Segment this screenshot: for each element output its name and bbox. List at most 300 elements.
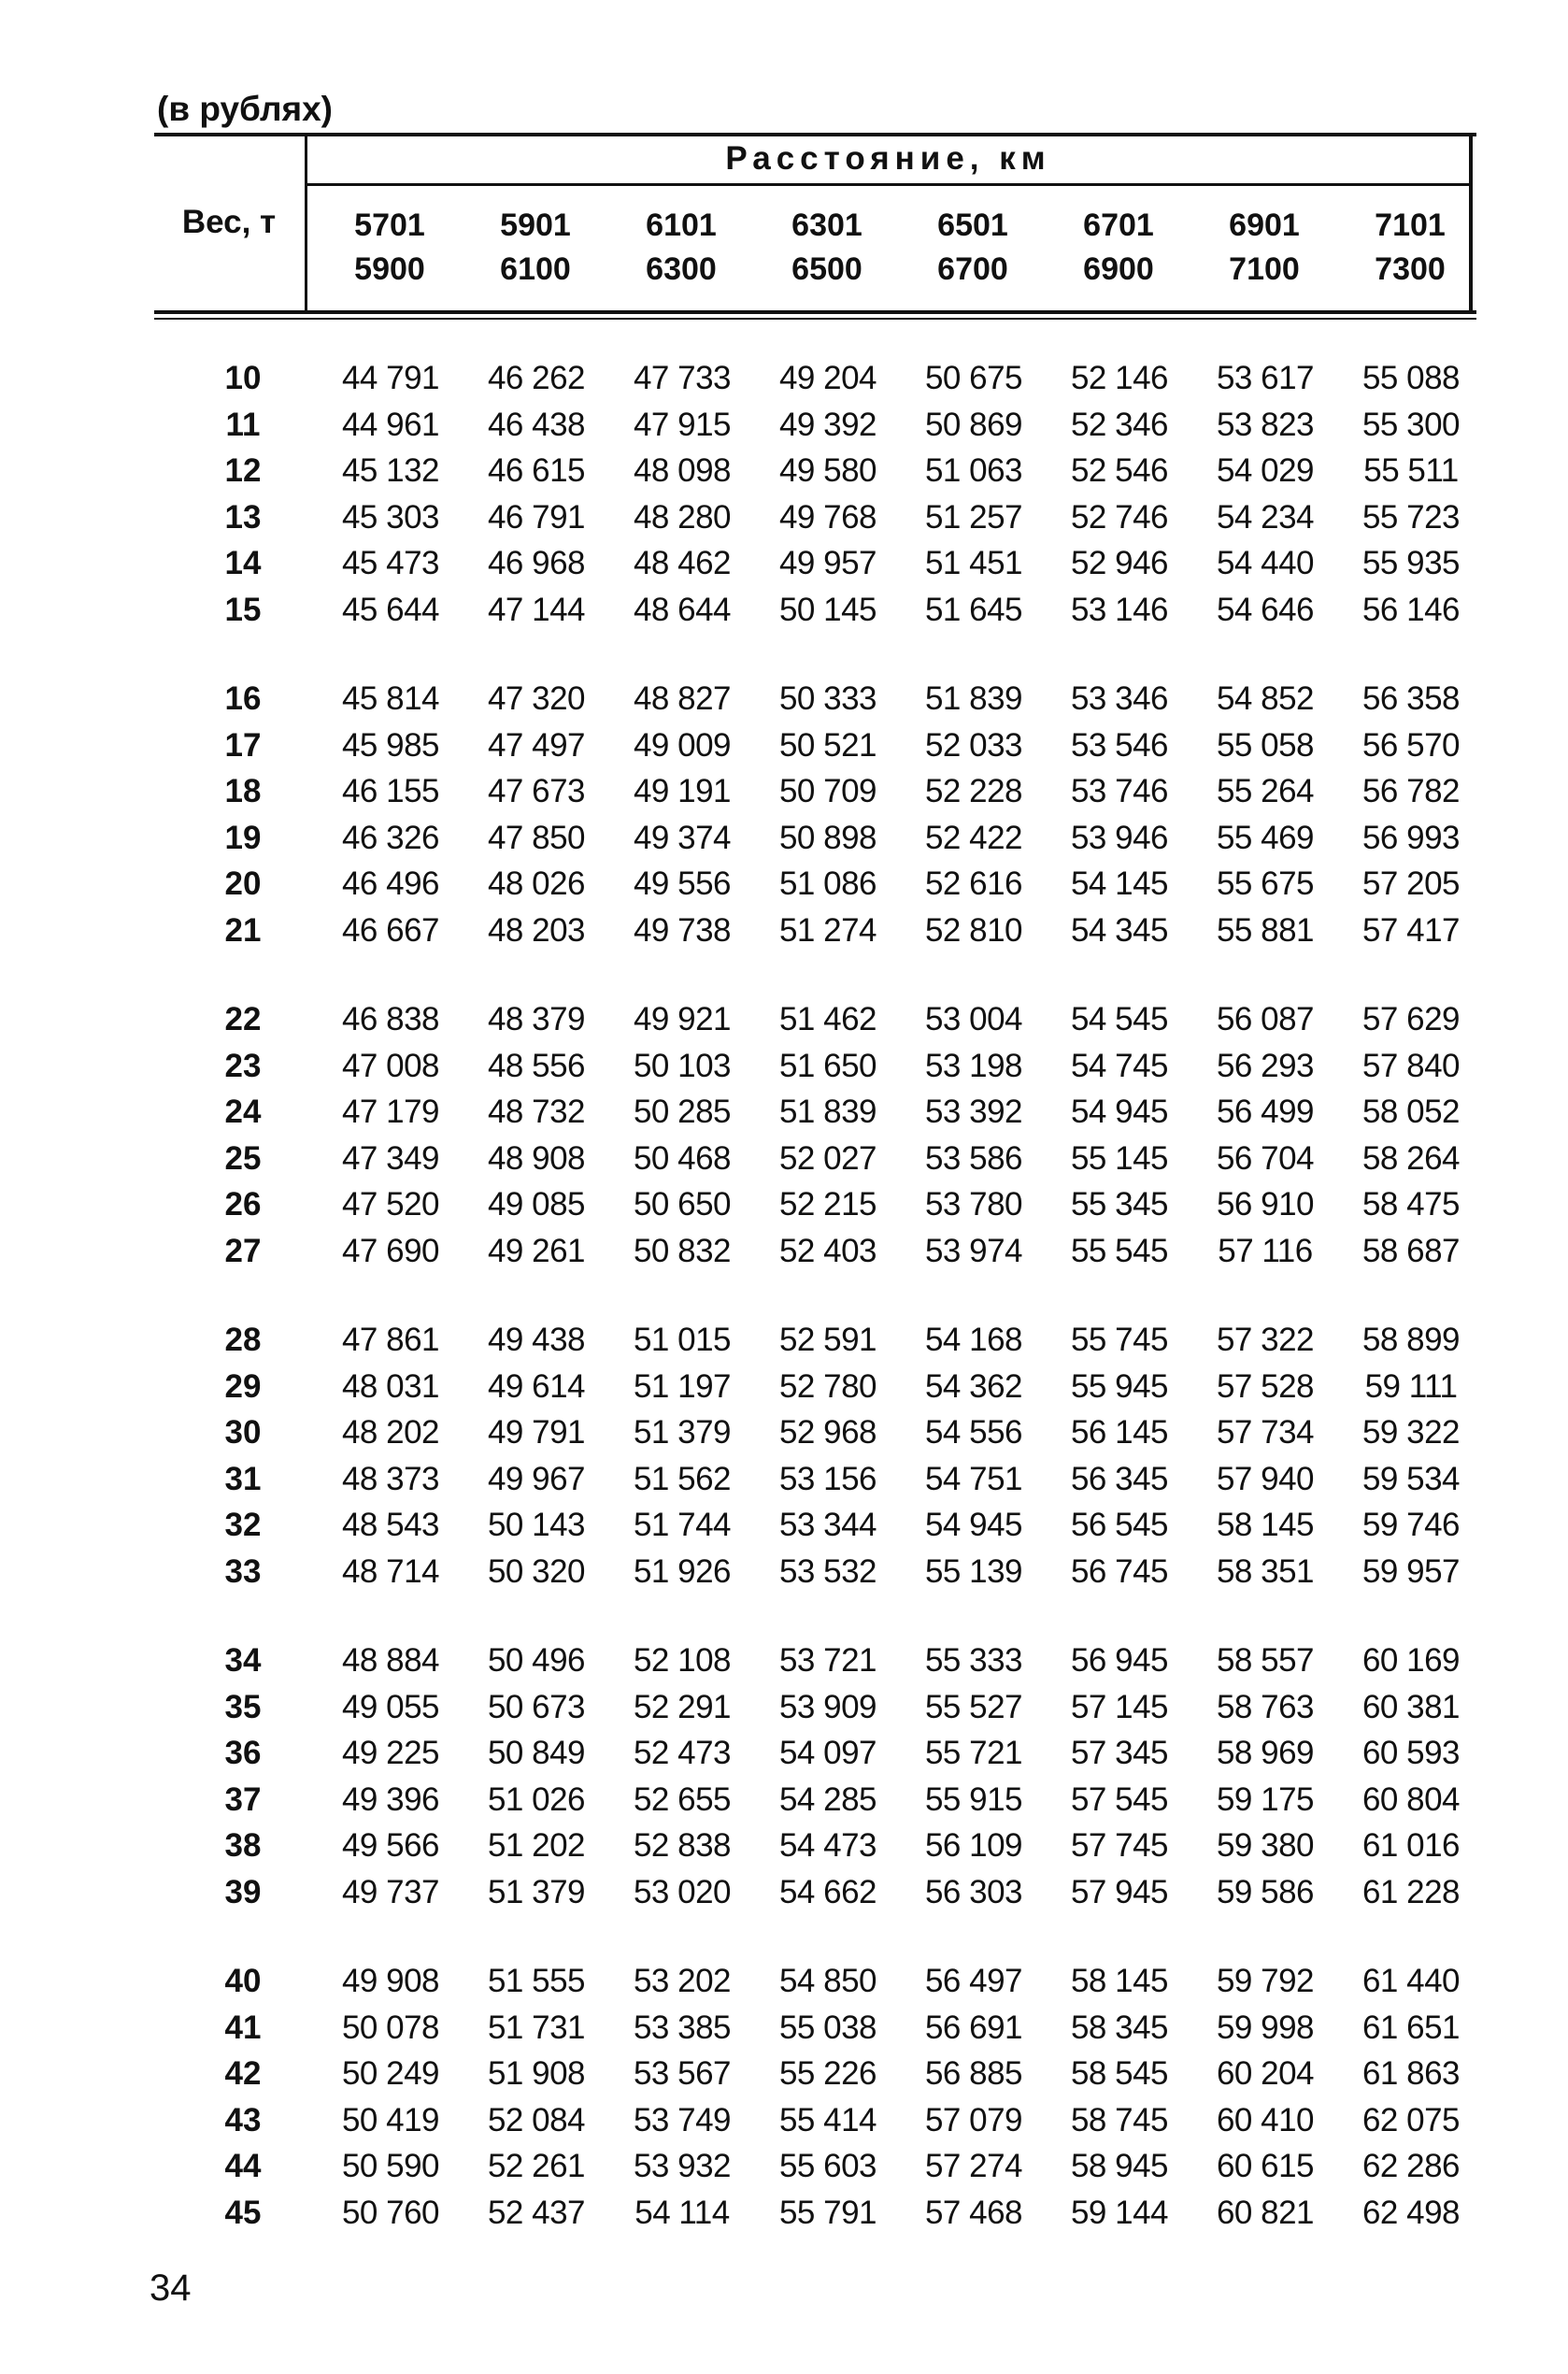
tariff-value-cell: 46 438 bbox=[487, 406, 586, 443]
table-row bbox=[154, 996, 1476, 1043]
distance-range-to: 7300 bbox=[1375, 251, 1446, 287]
weight-cell: 20 bbox=[224, 865, 262, 902]
tariff-value-cell: 54 545 bbox=[1070, 1001, 1169, 1037]
tariff-value-cell: 57 205 bbox=[1361, 865, 1461, 902]
tariff-value-cell: 48 373 bbox=[341, 1460, 440, 1497]
distance-range-header bbox=[754, 204, 900, 292]
tariff-value-cell: 46 968 bbox=[487, 545, 586, 581]
tariff-value-cell: 46 838 bbox=[341, 1001, 440, 1037]
weight-cell: 33 bbox=[224, 1552, 262, 1590]
tariff-value-cell: 59 144 bbox=[1070, 2194, 1169, 2231]
distance-range-to: 6700 bbox=[937, 251, 1008, 287]
weight-cell: 25 bbox=[224, 1139, 262, 1177]
tariff-value-cell: 56 293 bbox=[1216, 1047, 1315, 1084]
tariff-value-cell: 48 827 bbox=[633, 680, 732, 717]
weight-cell: 16 bbox=[224, 680, 262, 717]
tariff-value-cell: 45 132 bbox=[341, 452, 440, 489]
tariff-value-cell: 57 545 bbox=[1070, 1780, 1169, 1818]
distance-header-rule bbox=[307, 183, 1469, 186]
tariff-value-cell: 52 146 bbox=[1070, 360, 1169, 396]
tariff-value-cell: 49 261 bbox=[487, 1232, 586, 1269]
tariff-value-cell: 58 545 bbox=[1070, 2055, 1169, 2092]
tariff-value-cell: 47 850 bbox=[487, 819, 586, 856]
tariff-value-cell: 59 322 bbox=[1361, 1414, 1461, 1451]
tariff-value-cell: 54 852 bbox=[1216, 680, 1315, 717]
header-bottom-rule-thin bbox=[154, 318, 1476, 320]
tariff-value-cell: 57 079 bbox=[924, 2101, 1023, 2138]
tariff-value-cell: 62 498 bbox=[1361, 2194, 1461, 2231]
tariff-value-cell: 55 333 bbox=[924, 1642, 1023, 1679]
tariff-value-cell: 46 615 bbox=[487, 452, 586, 489]
weight-cell: 21 bbox=[224, 911, 262, 949]
tariff-value-cell: 55 139 bbox=[924, 1552, 1023, 1590]
tariff-value-cell: 55 038 bbox=[778, 2009, 877, 2046]
tariff-value-cell: 56 570 bbox=[1361, 726, 1461, 764]
distance-range-header bbox=[900, 204, 1046, 292]
tariff-value-cell: 50 145 bbox=[778, 591, 877, 628]
distance-range-from: 7101 bbox=[1375, 207, 1446, 243]
tariff-value-cell: 44 961 bbox=[341, 406, 440, 443]
table-row bbox=[154, 1317, 1476, 1364]
tariff-value-cell: 53 346 bbox=[1070, 680, 1169, 717]
tariff-value-cell: 49 967 bbox=[487, 1460, 586, 1497]
tariff-value-cell: 55 603 bbox=[778, 2148, 877, 2184]
tariff-value-cell: 51 744 bbox=[633, 1507, 732, 1543]
tariff-value-cell: 60 204 bbox=[1216, 2055, 1315, 2092]
tariff-value-cell: 55 414 bbox=[778, 2101, 877, 2138]
tariff-value-cell: 47 520 bbox=[341, 1186, 440, 1223]
tariff-value-cell: 57 145 bbox=[1070, 1688, 1169, 1725]
weight-cell: 31 bbox=[224, 1460, 262, 1497]
weight-cell: 24 bbox=[224, 1094, 262, 1130]
tariff-value-cell: 50 249 bbox=[341, 2055, 440, 2092]
tariff-value-cell: 50 849 bbox=[487, 1735, 586, 1771]
tariff-value-cell: 46 496 bbox=[341, 865, 440, 902]
table-row bbox=[154, 448, 1476, 494]
tariff-value-cell: 59 380 bbox=[1216, 1827, 1315, 1864]
tariff-value-cell: 60 169 bbox=[1361, 1642, 1461, 1679]
weight-cell: 41 bbox=[224, 2009, 262, 2046]
tariff-value-cell: 51 257 bbox=[924, 498, 1023, 536]
distance-range-from: 6701 bbox=[1083, 207, 1154, 243]
table-row bbox=[154, 908, 1476, 954]
tariff-value-cell: 51 026 bbox=[487, 1780, 586, 1818]
weight-cell: 36 bbox=[224, 1735, 262, 1771]
tariff-value-cell: 56 691 bbox=[924, 2009, 1023, 2046]
table-header bbox=[154, 136, 1476, 310]
tariff-value-cell: 53 746 bbox=[1070, 773, 1169, 809]
tariff-value-cell: 48 462 bbox=[633, 545, 732, 581]
tariff-value-cell: 61 440 bbox=[1361, 1963, 1461, 1999]
tariff-value-cell: 60 804 bbox=[1361, 1780, 1461, 1818]
weight-cell: 28 bbox=[224, 1322, 262, 1358]
tariff-value-cell: 57 945 bbox=[1070, 1873, 1169, 1910]
table-row bbox=[154, 355, 1476, 402]
tariff-value-cell: 51 839 bbox=[778, 1094, 877, 1130]
tariff-value-cell: 58 345 bbox=[1070, 2009, 1169, 2046]
tariff-value-cell: 53 974 bbox=[924, 1232, 1023, 1269]
tariff-value-cell: 52 084 bbox=[487, 2101, 586, 2138]
tariff-value-cell: 47 179 bbox=[341, 1094, 440, 1130]
tariff-value-cell: 46 326 bbox=[341, 819, 440, 856]
tariff-value-cell: 51 197 bbox=[633, 1367, 732, 1405]
tariff-value-cell: 47 733 bbox=[633, 360, 732, 396]
tariff-value-cell: 52 591 bbox=[778, 1322, 877, 1358]
tariff-value-cell: 49 225 bbox=[341, 1735, 440, 1771]
tariff-value-cell: 57 745 bbox=[1070, 1827, 1169, 1864]
table-row bbox=[154, 722, 1476, 769]
tariff-value-cell: 50 673 bbox=[487, 1688, 586, 1725]
tariff-value-cell: 50 521 bbox=[778, 726, 877, 764]
tariff-value-cell: 47 915 bbox=[633, 406, 732, 443]
weight-cell: 11 bbox=[225, 406, 261, 443]
tariff-value-cell: 47 673 bbox=[487, 773, 586, 809]
tariff-value-cell: 46 262 bbox=[487, 360, 586, 396]
tariff-value-cell: 51 063 bbox=[924, 452, 1023, 489]
table-row bbox=[154, 2143, 1476, 2190]
tariff-value-cell: 58 557 bbox=[1216, 1642, 1315, 1679]
tariff-value-cell: 58 264 bbox=[1361, 1139, 1461, 1177]
tariff-value-cell: 51 379 bbox=[487, 1873, 586, 1910]
tariff-value-cell: 49 580 bbox=[778, 452, 877, 489]
tariff-value-cell: 51 451 bbox=[924, 545, 1023, 581]
weight-cell: 44 bbox=[224, 2148, 262, 2184]
tariff-value-cell: 51 086 bbox=[778, 865, 877, 902]
tariff-value-cell: 57 528 bbox=[1216, 1367, 1315, 1405]
tariff-value-cell: 58 899 bbox=[1361, 1322, 1461, 1358]
tariff-value-cell: 58 052 bbox=[1361, 1094, 1461, 1130]
tariff-value-cell: 48 379 bbox=[487, 1001, 586, 1037]
tariff-value-cell: 50 650 bbox=[633, 1186, 732, 1223]
distance-range-from: 6501 bbox=[937, 207, 1008, 243]
distance-range-header bbox=[1046, 204, 1191, 292]
weight-cell: 14 bbox=[224, 545, 262, 581]
weight-cell: 34 bbox=[224, 1642, 262, 1679]
tariff-value-cell: 56 945 bbox=[1070, 1642, 1169, 1679]
tariff-value-cell: 52 033 bbox=[924, 726, 1023, 764]
tariff-value-cell: 49 768 bbox=[778, 498, 877, 536]
tariff-value-cell: 51 555 bbox=[487, 1963, 586, 1999]
tariff-value-cell: 55 527 bbox=[924, 1688, 1023, 1725]
tariff-value-cell: 53 004 bbox=[924, 1001, 1023, 1037]
table-row bbox=[154, 768, 1476, 815]
tariff-value-cell: 47 144 bbox=[487, 591, 586, 628]
tariff-value-cell: 50 760 bbox=[341, 2194, 440, 2231]
tariff-value-cell: 55 745 bbox=[1070, 1322, 1169, 1358]
tariff-value-cell: 52 473 bbox=[633, 1735, 732, 1771]
tariff-value-cell: 53 932 bbox=[633, 2148, 732, 2184]
tariff-value-cell: 55 088 bbox=[1361, 360, 1461, 396]
tariff-value-cell: 54 745 bbox=[1070, 1047, 1169, 1084]
tariff-value-cell: 55 345 bbox=[1070, 1186, 1169, 1223]
unit-label: (в рублях) bbox=[157, 90, 333, 128]
tariff-value-cell: 48 543 bbox=[341, 1507, 440, 1543]
tariff-value-cell: 51 274 bbox=[778, 911, 877, 949]
tariff-value-cell: 55 945 bbox=[1070, 1367, 1169, 1405]
tariff-value-cell: 57 468 bbox=[924, 2194, 1023, 2231]
tariff-value-cell: 49 374 bbox=[633, 819, 732, 856]
tariff-value-cell: 52 746 bbox=[1070, 498, 1169, 536]
distance-range-to: 5900 bbox=[354, 251, 425, 287]
tariff-value-cell: 59 111 bbox=[1364, 1367, 1458, 1405]
tariff-value-cell: 58 475 bbox=[1361, 1186, 1461, 1223]
tariff-value-cell: 48 732 bbox=[487, 1094, 586, 1130]
tariff-value-cell: 57 345 bbox=[1070, 1735, 1169, 1771]
table-row bbox=[154, 1549, 1476, 1595]
weight-cell: 15 bbox=[224, 591, 262, 628]
tariff-value-cell: 51 462 bbox=[778, 1001, 877, 1037]
tariff-value-cell: 52 422 bbox=[924, 819, 1023, 856]
tariff-value-cell: 53 146 bbox=[1070, 591, 1169, 628]
tariff-value-cell: 53 586 bbox=[924, 1139, 1023, 1177]
tariff-value-cell: 55 915 bbox=[924, 1780, 1023, 1818]
table-row bbox=[154, 2051, 1476, 2097]
table-row bbox=[154, 494, 1476, 541]
tariff-value-cell: 56 993 bbox=[1361, 819, 1461, 856]
distance-range-header bbox=[463, 204, 608, 292]
tariff-value-cell: 48 714 bbox=[341, 1552, 440, 1590]
distance-range-header bbox=[317, 204, 463, 292]
tariff-value-cell: 53 020 bbox=[633, 1873, 732, 1910]
tariff-value-cell: 56 497 bbox=[924, 1963, 1023, 1999]
tariff-value-cell: 49 204 bbox=[778, 360, 877, 396]
table-row bbox=[154, 2097, 1476, 2144]
table-row bbox=[154, 1136, 1476, 1182]
tariff-value-cell: 54 440 bbox=[1216, 545, 1315, 581]
tariff-value-cell: 59 957 bbox=[1361, 1552, 1461, 1590]
weight-cell: 10 bbox=[224, 360, 262, 396]
tariff-value-cell: 45 303 bbox=[341, 498, 440, 536]
tariff-value-cell: 47 320 bbox=[487, 680, 586, 717]
tariff-value-cell: 47 861 bbox=[341, 1322, 440, 1358]
tariff-value-cell: 57 940 bbox=[1216, 1460, 1315, 1497]
weight-cell: 39 bbox=[224, 1873, 262, 1910]
tariff-value-cell: 57 629 bbox=[1361, 1001, 1461, 1037]
distance-range-from: 6301 bbox=[791, 207, 862, 243]
table-row bbox=[154, 1502, 1476, 1549]
tariff-value-cell: 50 320 bbox=[487, 1552, 586, 1590]
tariff-value-cell: 47 008 bbox=[341, 1047, 440, 1084]
tariff-value-cell: 60 593 bbox=[1361, 1735, 1461, 1771]
tariff-value-cell: 49 737 bbox=[341, 1873, 440, 1910]
distance-range-from: 5701 bbox=[354, 207, 425, 243]
table-row bbox=[154, 1456, 1476, 1503]
distance-range-from: 5901 bbox=[500, 207, 571, 243]
tariff-value-cell: 48 031 bbox=[341, 1367, 440, 1405]
weight-cell: 17 bbox=[224, 726, 262, 764]
tariff-value-cell: 56 345 bbox=[1070, 1460, 1169, 1497]
tariff-value-cell: 54 345 bbox=[1070, 911, 1169, 949]
tariff-value-cell: 49 921 bbox=[633, 1001, 732, 1037]
tariff-value-cell: 54 362 bbox=[924, 1367, 1023, 1405]
tariff-value-cell: 58 763 bbox=[1216, 1688, 1315, 1725]
tariff-value-cell: 49 614 bbox=[487, 1367, 586, 1405]
tariff-value-cell: 52 810 bbox=[924, 911, 1023, 949]
tariff-value-cell: 56 303 bbox=[924, 1873, 1023, 1910]
weight-cell: 29 bbox=[224, 1367, 262, 1405]
tariff-value-cell: 56 745 bbox=[1070, 1552, 1169, 1590]
weight-cell: 27 bbox=[224, 1232, 262, 1269]
tariff-value-cell: 54 945 bbox=[1070, 1094, 1169, 1130]
table-row bbox=[154, 402, 1476, 449]
tariff-value-cell: 55 264 bbox=[1216, 773, 1315, 809]
distance-header-box bbox=[305, 136, 1473, 310]
weight-cell: 38 bbox=[224, 1827, 262, 1864]
tariff-value-cell: 49 085 bbox=[487, 1186, 586, 1223]
tariff-value-cell: 52 616 bbox=[924, 865, 1023, 902]
tariff-value-cell: 51 908 bbox=[487, 2055, 586, 2092]
table-row bbox=[154, 587, 1476, 634]
weight-cell: 35 bbox=[224, 1688, 262, 1725]
table-row bbox=[154, 540, 1476, 587]
tariff-value-cell: 57 274 bbox=[924, 2148, 1023, 2184]
table-row bbox=[154, 1684, 1476, 1731]
tariff-value-cell: 54 029 bbox=[1216, 452, 1315, 489]
table-row bbox=[154, 1364, 1476, 1410]
tariff-value-cell: 49 908 bbox=[341, 1963, 440, 1999]
distance-range-from: 6901 bbox=[1229, 207, 1300, 243]
tariff-value-cell: 54 945 bbox=[924, 1507, 1023, 1543]
tariff-value-cell: 59 746 bbox=[1361, 1507, 1461, 1543]
table-row bbox=[154, 861, 1476, 908]
tariff-value-cell: 58 351 bbox=[1216, 1552, 1315, 1590]
distance-range-to: 7100 bbox=[1229, 251, 1300, 287]
tariff-value-cell: 49 438 bbox=[487, 1322, 586, 1358]
tariff-value-cell: 54 234 bbox=[1216, 498, 1315, 536]
tariff-value-cell: 50 898 bbox=[778, 819, 877, 856]
tariff-value-cell: 49 392 bbox=[778, 406, 877, 443]
weight-cell: 37 bbox=[224, 1780, 262, 1818]
tariff-value-cell: 50 590 bbox=[341, 2148, 440, 2184]
tariff-value-cell: 51 645 bbox=[924, 591, 1023, 628]
tariff-value-cell: 55 721 bbox=[924, 1735, 1023, 1771]
tariff-value-cell: 52 946 bbox=[1070, 545, 1169, 581]
tariff-value-cell: 51 015 bbox=[633, 1322, 732, 1358]
tariff-value-cell: 61 228 bbox=[1361, 1873, 1461, 1910]
tariff-table-body bbox=[154, 355, 1476, 2236]
table-row bbox=[154, 2190, 1476, 2237]
table-row bbox=[154, 1409, 1476, 1456]
distance-range-to: 6900 bbox=[1083, 251, 1154, 287]
tariff-value-cell: 52 838 bbox=[633, 1827, 732, 1864]
weight-cell: 13 bbox=[224, 498, 262, 536]
tariff-value-cell: 51 926 bbox=[633, 1552, 732, 1590]
tariff-value-cell: 58 687 bbox=[1361, 1232, 1461, 1269]
table-row bbox=[154, 1777, 1476, 1823]
tariff-value-cell: 56 704 bbox=[1216, 1139, 1315, 1177]
tariff-value-cell: 46 155 bbox=[341, 773, 440, 809]
tariff-value-cell: 50 143 bbox=[487, 1507, 586, 1543]
weight-cell: 19 bbox=[224, 819, 262, 856]
tariff-value-cell: 58 145 bbox=[1070, 1963, 1169, 1999]
tariff-value-cell: 53 617 bbox=[1216, 360, 1315, 396]
weight-cell: 45 bbox=[224, 2194, 262, 2231]
tariff-value-cell: 50 496 bbox=[487, 1642, 586, 1679]
tariff-value-cell: 57 734 bbox=[1216, 1414, 1315, 1451]
page-number: 34 bbox=[150, 2267, 192, 2309]
tariff-value-cell: 48 556 bbox=[487, 1047, 586, 1084]
tariff-value-cell: 44 791 bbox=[341, 360, 440, 396]
table-row bbox=[154, 676, 1476, 722]
tariff-value-cell: 61 863 bbox=[1361, 2055, 1461, 2092]
tariff-value-cell: 55 226 bbox=[778, 2055, 877, 2092]
weight-cell: 43 bbox=[224, 2101, 262, 2138]
tariff-value-cell: 54 114 bbox=[634, 2194, 730, 2231]
tariff-value-cell: 50 709 bbox=[778, 773, 877, 809]
tariff-value-cell: 51 839 bbox=[924, 680, 1023, 717]
table-row bbox=[154, 1637, 1476, 1684]
tariff-value-cell: 54 556 bbox=[924, 1414, 1023, 1451]
tariff-value-cell: 47 349 bbox=[341, 1139, 440, 1177]
tariff-value-cell: 48 203 bbox=[487, 911, 586, 949]
tariff-value-cell: 54 751 bbox=[924, 1460, 1023, 1497]
tariff-value-cell: 55 145 bbox=[1070, 1139, 1169, 1177]
weight-cell: 22 bbox=[224, 1001, 262, 1037]
tariff-value-cell: 53 546 bbox=[1070, 726, 1169, 764]
table-row bbox=[154, 1823, 1476, 1869]
tariff-value-cell: 52 291 bbox=[633, 1688, 732, 1725]
tariff-value-cell: 52 108 bbox=[633, 1642, 732, 1679]
tariff-value-cell: 52 215 bbox=[778, 1186, 877, 1223]
tariff-value-cell: 47 690 bbox=[341, 1232, 440, 1269]
tariff-value-cell: 54 168 bbox=[924, 1322, 1023, 1358]
tariff-value-cell: 50 832 bbox=[633, 1232, 732, 1269]
tariff-value-cell: 53 749 bbox=[633, 2101, 732, 2138]
tariff-value-cell: 49 791 bbox=[487, 1414, 586, 1451]
tariff-value-cell: 56 885 bbox=[924, 2055, 1023, 2092]
tariff-value-cell: 60 615 bbox=[1216, 2148, 1315, 2184]
tariff-value-cell: 62 286 bbox=[1361, 2148, 1461, 2184]
tariff-value-cell: 52 968 bbox=[778, 1414, 877, 1451]
tariff-value-cell: 56 545 bbox=[1070, 1507, 1169, 1543]
tariff-value-cell: 59 175 bbox=[1216, 1780, 1315, 1818]
tariff-value-cell: 49 566 bbox=[341, 1827, 440, 1864]
tariff-value-cell: 53 909 bbox=[778, 1688, 877, 1725]
tariff-value-cell: 54 646 bbox=[1216, 591, 1315, 628]
tariff-value-cell: 50 468 bbox=[633, 1139, 732, 1177]
table-row bbox=[154, 1228, 1476, 1275]
tariff-value-cell: 45 985 bbox=[341, 726, 440, 764]
weight-cell: 18 bbox=[224, 773, 262, 809]
tariff-value-cell: 50 103 bbox=[633, 1047, 732, 1084]
tariff-value-cell: 53 202 bbox=[633, 1963, 732, 1999]
tariff-value-cell: 46 791 bbox=[487, 498, 586, 536]
tariff-value-cell: 58 945 bbox=[1070, 2148, 1169, 2184]
table-row bbox=[154, 1958, 1476, 2005]
tariff-value-cell: 52 027 bbox=[778, 1139, 877, 1177]
distance-range-to: 6300 bbox=[646, 251, 717, 287]
tariff-value-cell: 52 346 bbox=[1070, 406, 1169, 443]
tariff-value-cell: 49 738 bbox=[633, 911, 732, 949]
distance-header-title: Расстояние, км bbox=[725, 140, 1051, 177]
tariff-value-cell: 52 546 bbox=[1070, 452, 1169, 489]
tariff-value-cell: 50 285 bbox=[633, 1094, 732, 1130]
tariff-value-cell: 54 145 bbox=[1070, 865, 1169, 902]
tariff-value-cell: 50 675 bbox=[924, 360, 1023, 396]
tariff-value-cell: 50 333 bbox=[778, 680, 877, 717]
tariff-value-cell: 49 957 bbox=[778, 545, 877, 581]
tariff-value-cell: 48 026 bbox=[487, 865, 586, 902]
tariff-value-cell: 50 869 bbox=[924, 406, 1023, 443]
tariff-value-cell: 58 745 bbox=[1070, 2101, 1169, 2138]
distance-range-from: 6101 bbox=[646, 207, 717, 243]
tariff-value-cell: 48 202 bbox=[341, 1414, 440, 1451]
tariff-value-cell: 51 379 bbox=[633, 1414, 732, 1451]
weight-cell: 40 bbox=[224, 1963, 262, 1999]
table-row bbox=[154, 1869, 1476, 1916]
distance-range-to: 6500 bbox=[791, 251, 862, 287]
tariff-value-cell: 45 814 bbox=[341, 680, 440, 717]
